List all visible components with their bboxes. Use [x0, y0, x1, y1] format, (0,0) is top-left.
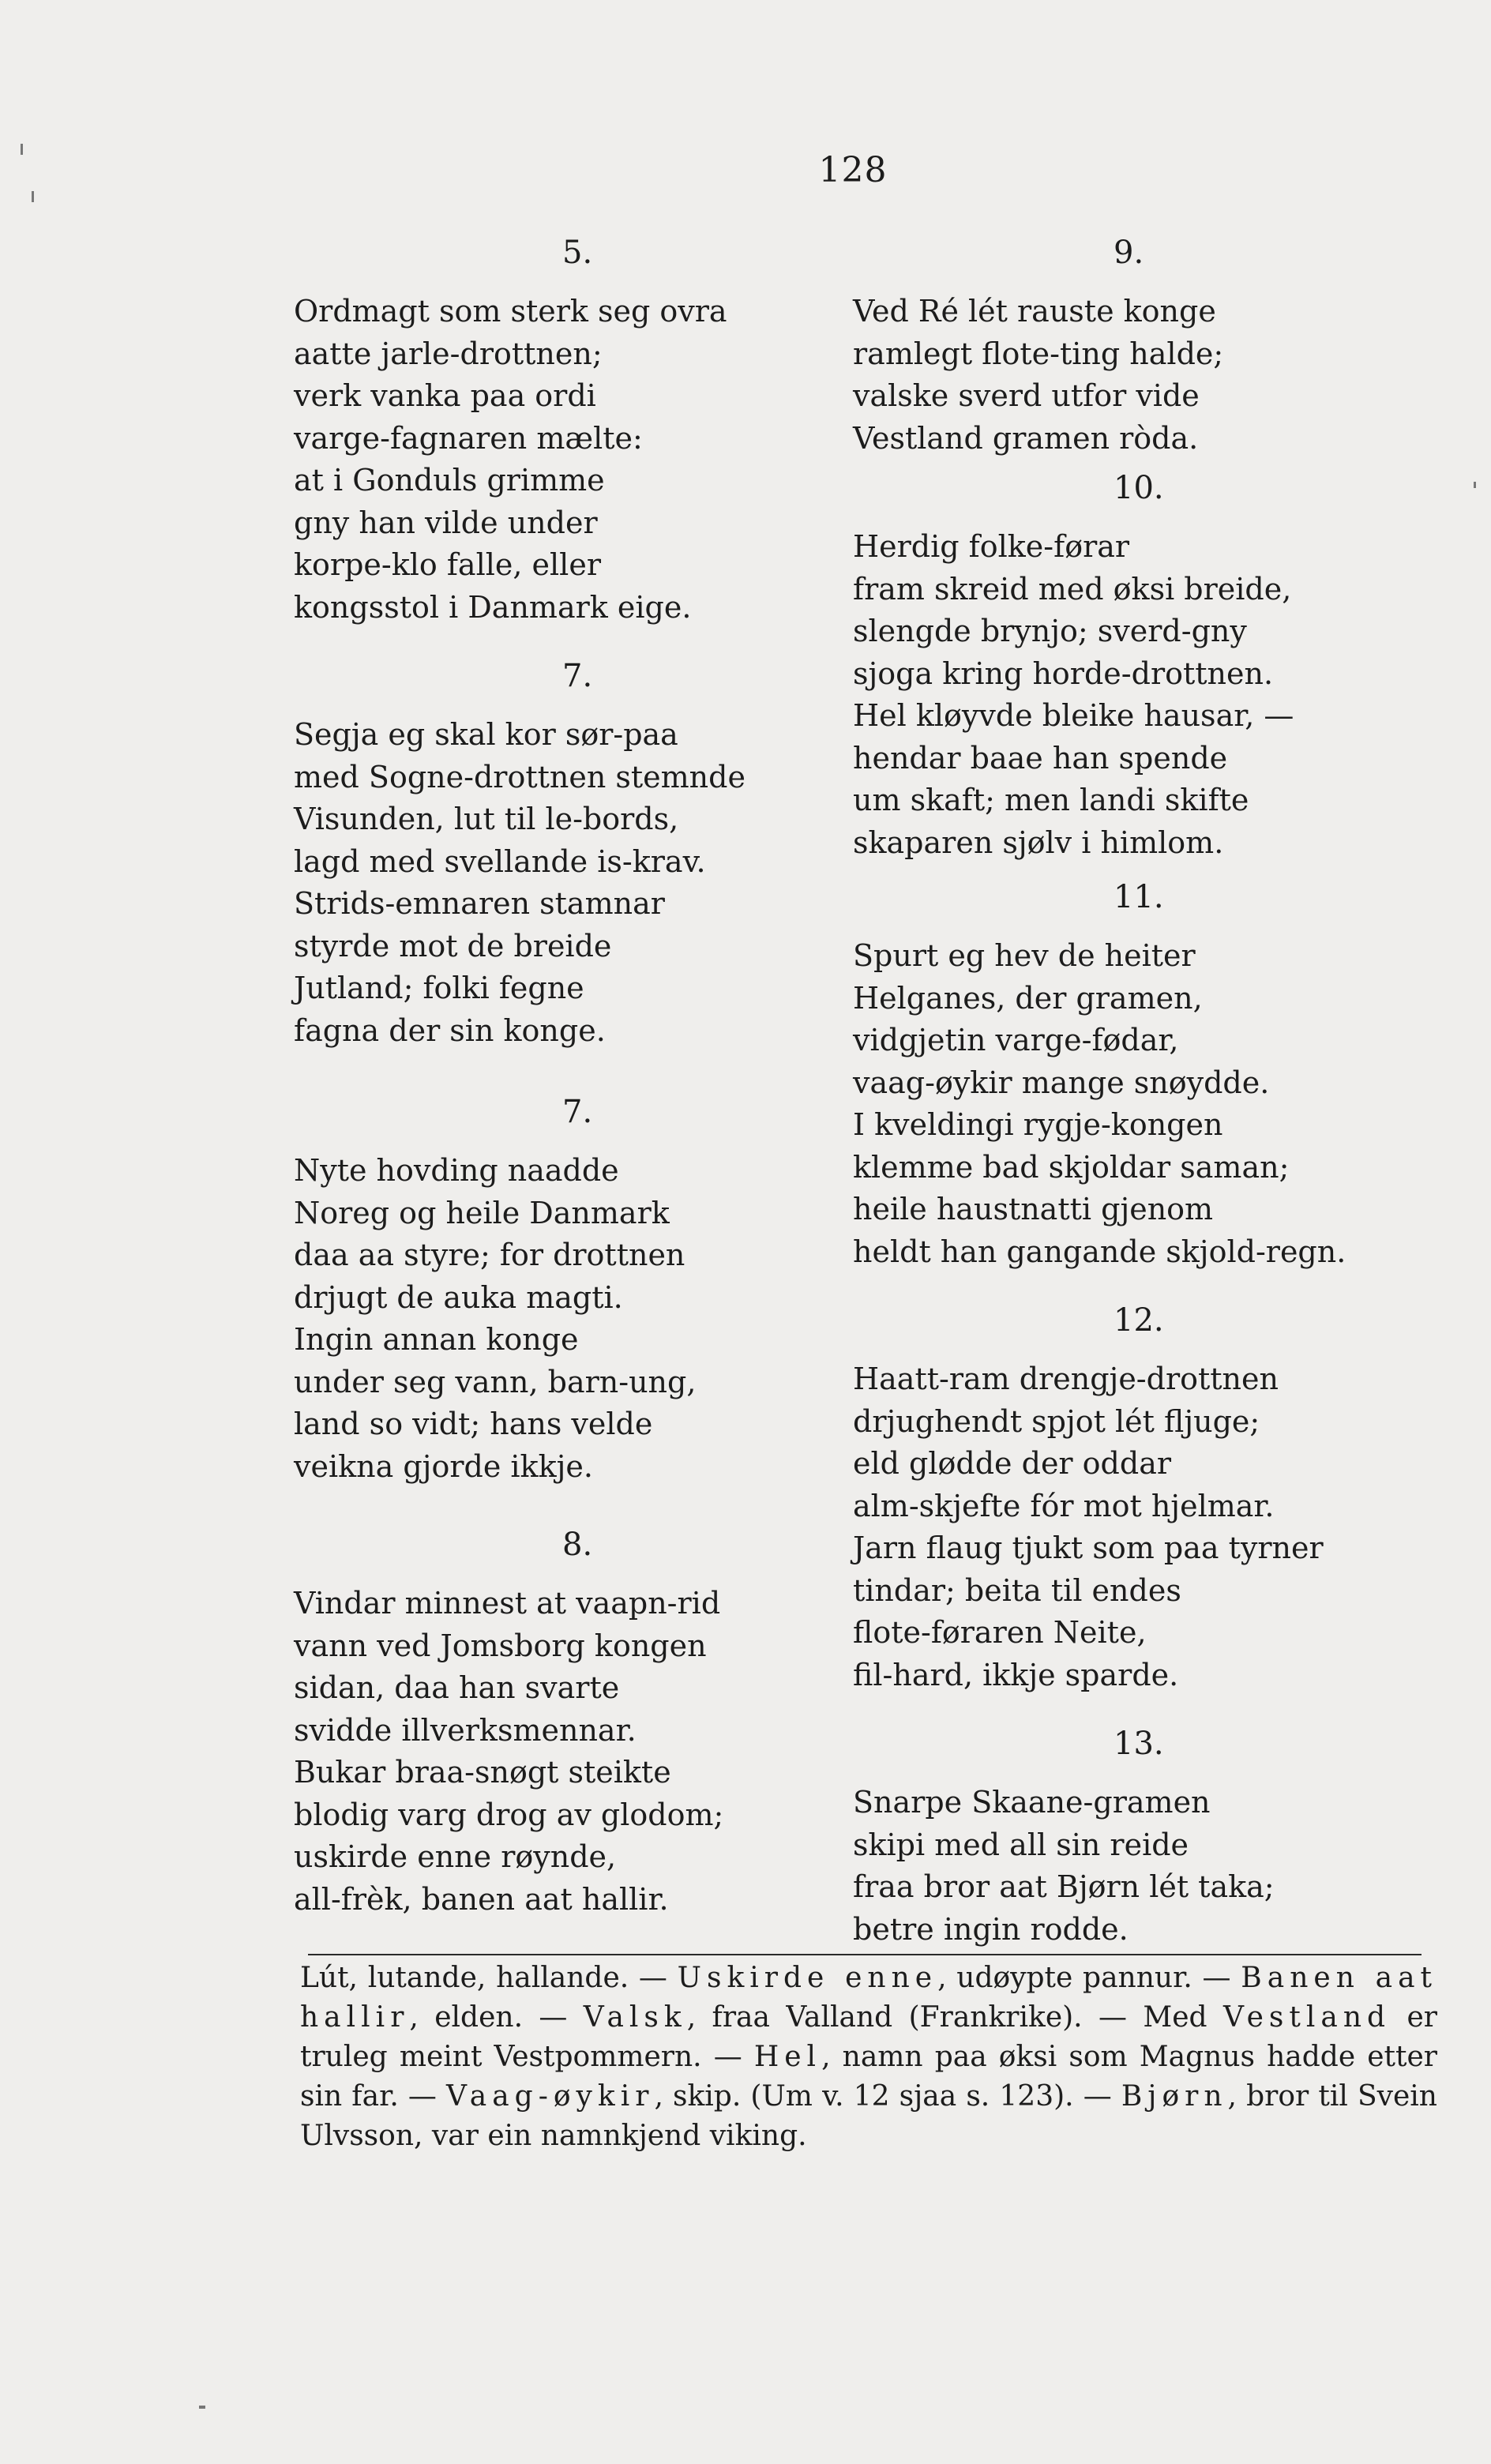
verse-line: fram skreid med øksi breide, — [853, 571, 1292, 607]
footnotes — [300, 1959, 1437, 2156]
note-term: Vaag-øykir — [446, 2080, 655, 2113]
note-term: Valsk — [583, 2001, 687, 2034]
stanza-number: 7. — [562, 658, 593, 694]
note-text: , elden. — — [409, 2001, 584, 2034]
scan-speck — [1474, 482, 1476, 488]
verse-line: styrde mot de breide — [294, 928, 612, 963]
note-text: er truleg meint Vestpommern. — — [300, 2001, 1437, 2073]
verse-line: vaag-øykir mange snøydde. — [853, 1065, 1270, 1100]
stanza — [294, 1096, 847, 1529]
verse-line: fagna der sin konge. — [294, 1012, 606, 1048]
note-term: Hel — [753, 2041, 822, 2073]
note-text: Lút, lutande, hallande. — — [300, 1962, 678, 1994]
verse-line: Ordmagt som sterk seg ovra — [294, 294, 727, 329]
verse-line: um skaft; men landi skifte — [853, 783, 1249, 817]
stanza — [294, 1529, 847, 1921]
note-term: Banen aat hallir — [300, 1962, 1437, 2034]
verse-line: Vestland gramen ròda. — [853, 420, 1199, 456]
verse-line: Snarpe Skaane-gramen — [853, 1785, 1211, 1820]
verse-line: all-frèk, banen aat hallir. — [294, 1881, 669, 1917]
verse-line: Noreg og heile Danmark — [294, 1195, 670, 1230]
verse-line: gny han vilde under — [294, 505, 598, 540]
verse-line: korpe-klo falle, eller — [294, 547, 601, 582]
verse-line: heldt han gangande skjold-regn. — [853, 1234, 1346, 1269]
verse-line: Bukar braa-snøgt steikte — [294, 1755, 671, 1790]
stanza — [853, 472, 1437, 881]
verse-line: fil-hard, ikkje sparde. — [853, 1657, 1179, 1692]
verse-line: Visunden, lut til le-bords, — [294, 802, 679, 836]
verse-line: vann ved Jomsborg kongen — [294, 1628, 707, 1663]
stanza-number: 11. — [1114, 879, 1164, 915]
verse-line: veikna gjorde ikkje. — [294, 1448, 593, 1484]
verse-line: at i Gonduls grimme — [294, 463, 605, 498]
stanza-number: 8. — [562, 1527, 593, 1563]
verse-line: valske sverd utfor vide — [853, 378, 1200, 413]
verse-line: Segja eg skal kor sør-paa — [294, 717, 678, 752]
stanza-number: 10. — [1114, 470, 1164, 506]
verse-line: sjoga kring horde-drottnen. — [853, 655, 1274, 691]
verse-line: Ingin annan konge — [294, 1322, 579, 1357]
verse-line: Nyte hovding naadde — [294, 1153, 619, 1188]
stanza — [853, 1302, 1437, 1728]
verse-line: sidan, daa han svarte — [294, 1670, 620, 1705]
note-text: , udøypte pannur. — — [937, 1962, 1241, 1994]
note-text: , bror til Svein Ulvsson, var ein namnkjend viking. — [300, 2080, 1437, 2152]
verse-line: med Sogne-drottnen stemnde — [294, 759, 746, 794]
verse-line: flote-føraren Neite, — [853, 1615, 1147, 1650]
scan-speck — [199, 2406, 205, 2409]
stanza — [853, 237, 1437, 472]
verse-line: I kveldingi rygje-kongen — [853, 1107, 1223, 1142]
verse-line: daa aa styre; for drottnen — [294, 1238, 685, 1272]
footnote-paragraph — [300, 1959, 1437, 2156]
verse-line: heile haustnatti gjenom — [853, 1192, 1214, 1226]
footnote-separator — [308, 1954, 1422, 1955]
verse-line: Hel kløyvde bleike hausar, — — [853, 698, 1294, 733]
verse-line: skipi med all sin reide — [853, 1827, 1189, 1862]
verse-line: klemme bad skjoldar saman; — [853, 1149, 1290, 1185]
verse-line: fraa bror aat Bjørn lét taka; — [853, 1869, 1275, 1904]
stanza — [853, 881, 1437, 1305]
verse-line: tindar; beita til endes — [853, 1572, 1181, 1608]
verse-line: verk vanka paa ordi — [294, 378, 596, 413]
verse-line: Jarn flaug tjukt som paa tyrner — [853, 1531, 1324, 1565]
verse-line: lagd med svellande is-krav. — [294, 843, 706, 879]
verse-line: Ved Ré lét rauste konge — [853, 294, 1216, 329]
verse-line: land so vidt; hans velde — [294, 1407, 653, 1441]
note-term: Uskirde enne — [677, 1962, 938, 1994]
verse-line: hendar baae han spende — [853, 740, 1228, 776]
verse-line: svidde illverksmennar. — [294, 1712, 637, 1748]
scan-speck — [32, 191, 34, 202]
verse-line: drjughendt spjot lét fljuge; — [853, 1403, 1260, 1439]
verse-line: alm-skjefte fór mot hjelmar. — [853, 1488, 1275, 1523]
stanza-number: 13. — [1114, 1726, 1164, 1762]
verse-line: betre ingin rodde. — [853, 1911, 1129, 1947]
verse-line: Vindar minnest at vaapn-rid — [294, 1586, 721, 1621]
right-column — [853, 237, 1437, 1951]
verse-line: vidgjetin varge-fødar, — [853, 1023, 1179, 1057]
scan-speck — [21, 144, 23, 155]
verse-line: ramlegt flote-ting halde; — [853, 336, 1224, 371]
page-number: 128 — [818, 150, 888, 190]
verse-line: Strids-emnaren stamnar — [294, 886, 665, 921]
note-term: Bjørn — [1121, 2080, 1228, 2113]
note-text: , skip. (Um v. 12 sjaa s. 123). — — [654, 2080, 1121, 2113]
verse-line: Helganes, der gramen, — [853, 980, 1203, 1016]
verse-line: uskirde enne røynde, — [294, 1839, 617, 1874]
stanza-number: 5. — [562, 235, 593, 271]
verse-line: blodig varg drog av glodom; — [294, 1797, 724, 1832]
note-text: , fraa Valland (Frankrike). — Med — [686, 2001, 1223, 2034]
stanza — [294, 660, 847, 1096]
verse-line: slengde brynjo; sverd-gny — [853, 614, 1247, 648]
verse-line: skaparen sjølv i himlom. — [853, 824, 1224, 860]
left-column — [294, 237, 847, 1921]
stanza — [294, 237, 847, 660]
stanza — [853, 1728, 1437, 1951]
stanza-number: 7. — [562, 1094, 593, 1130]
verse-line: under seg vann, barn-ung, — [294, 1364, 697, 1399]
verse-line: Haatt-ram drengje-drottnen — [853, 1362, 1279, 1396]
verse-line: kongsstol i Danmark eige. — [294, 589, 692, 625]
verse-line: varge-fagnaren mælte: — [294, 420, 643, 456]
stanza-number: 12. — [1114, 1302, 1164, 1339]
verse-line: aatte jarle-drottnen; — [294, 336, 603, 371]
verse-line: drjugt de auka magti. — [294, 1279, 623, 1315]
stanza-number: 9. — [1114, 235, 1144, 271]
verse-line: Jutland; folki fegne — [294, 971, 584, 1005]
verse-line: Herdig folke-førar — [853, 529, 1130, 564]
verse-line: Spurt eg hev de heiter — [853, 938, 1196, 973]
note-term: Vestland — [1222, 2001, 1391, 2034]
note-text: , namn paa øksi som Magnus hadde etter sin far. — — [300, 2041, 1438, 2113]
verse-line: eld glødde der oddar — [853, 1446, 1172, 1481]
